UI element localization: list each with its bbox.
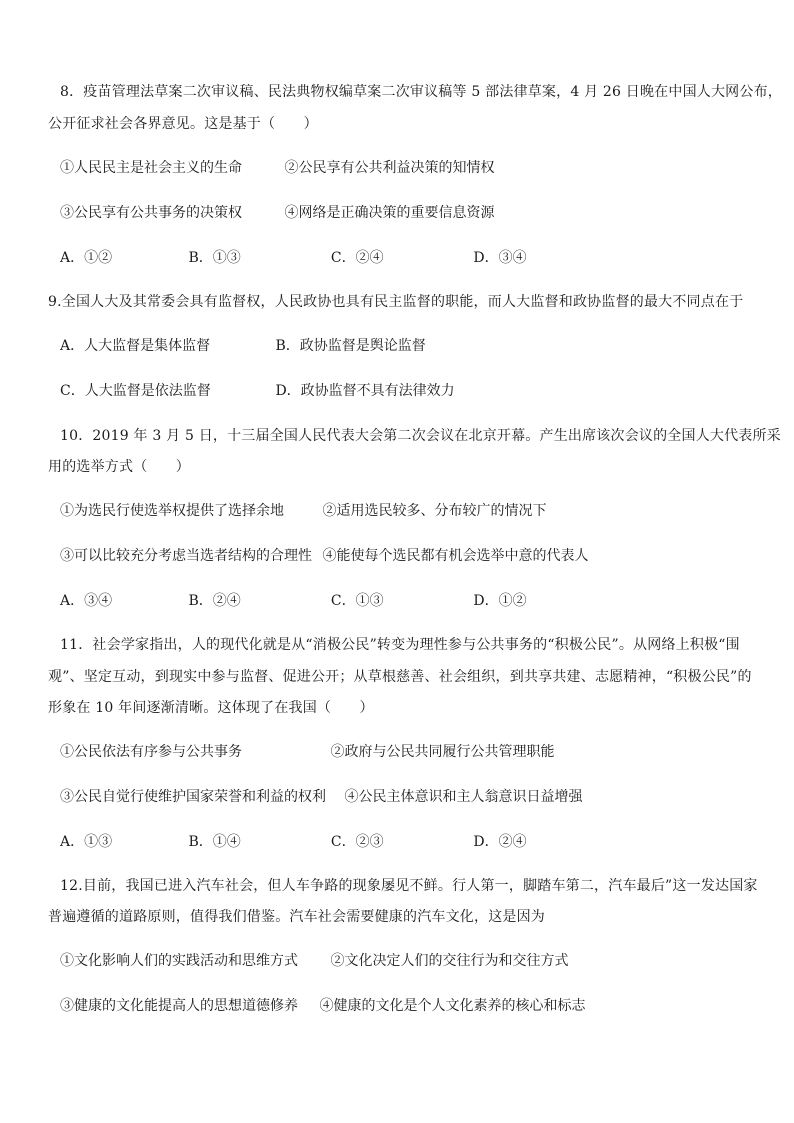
q11-stem-line-3: 形象在 10 年间逐渐清晰。这体现了在我国（ ） bbox=[48, 700, 374, 716]
q8-statement-4: ④网络是正确决策的重要信息资源 bbox=[284, 205, 495, 221]
q8-statements-row-1 bbox=[60, 158, 494, 178]
q11-stem-line-2: 观”、坚定互动，到现实中参与监督、促进公开；从草根慈善、社会组织，到共享共建、志愿精神，“积极公民”的 bbox=[48, 669, 752, 685]
q10-option-c[interactable]: C．①③ bbox=[330, 593, 384, 609]
q8-option-b[interactable]: B．①③ bbox=[188, 250, 241, 266]
q10-option-b[interactable]: B．②④ bbox=[188, 593, 241, 609]
q10-stem-line-1: 10．2019 年 3 月 5 日，十三届全国人民代表大会第二次会议在北京开幕。产生出席该次会议的全国人大代表所采 bbox=[60, 428, 781, 444]
q10-statement-1: ①为选民行使选举权提供了选择余地 bbox=[60, 503, 284, 519]
q11-option-c[interactable]: C．②③ bbox=[330, 834, 384, 850]
q11-statement-3: ③公民自觉行使维护国家荣誉和利益的权利 bbox=[60, 789, 326, 805]
q12-statements-row-1 bbox=[60, 951, 568, 971]
q9-options-row-1 bbox=[60, 336, 426, 356]
q8-statement-3: ③公民享有公共事务的决策权 bbox=[60, 205, 242, 221]
q12-stem-line-1: 12.目前，我国已进入汽车社会，但人车争路的现象屡见不鲜。行人第一，脚踏车第二，汽车最后”这一发达国家 bbox=[60, 878, 758, 894]
q10-statement-4: ④能使每个选民都有机会选举中意的代表人 bbox=[322, 548, 589, 564]
q9-option-b[interactable]: B．政协监督是舆论监督 bbox=[275, 338, 426, 354]
q8-stem-line-2: 公开征求社会各界意见。这是基于（ ） bbox=[48, 116, 318, 132]
q8-statement-2: ②公民享有公共利益决策的知情权 bbox=[284, 160, 495, 176]
q8-statements-row-2 bbox=[60, 203, 494, 223]
q12-statement-4: ④健康的文化是个人文化素养的核心和标志 bbox=[319, 998, 586, 1014]
q9-option-d[interactable]: D．政协监督不具有法律效力 bbox=[275, 383, 455, 399]
q8-option-d[interactable]: D．③④ bbox=[473, 250, 527, 266]
q10-statements-row-1 bbox=[60, 501, 546, 521]
q8-option-a[interactable]: A．①② bbox=[60, 250, 113, 266]
q8-stem-line-1: 8．疫苗管理法草案二次审议稿、民法典物权编草案二次审议稿等 5 部法律草案，4 月 26 日晚在中国人大网公布， bbox=[60, 84, 782, 100]
q10-statement-3: ③可以比较充分考虑当选者结构的合理性 bbox=[60, 548, 312, 564]
q10-option-a[interactable]: A．③④ bbox=[60, 593, 113, 609]
q10-option-d[interactable]: D．①② bbox=[473, 593, 527, 609]
q12-stem-line-2: 普遍遵循的道路原则，值得我们借鉴。汽车社会需要健康的汽车文化，这是因为 bbox=[48, 909, 545, 925]
q11-option-b[interactable]: B．①④ bbox=[188, 834, 241, 850]
q8-option-c[interactable]: C．②④ bbox=[330, 250, 384, 266]
q11-statement-2: ②政府与公民共同履行公共管理职能 bbox=[330, 744, 555, 760]
q11-options bbox=[60, 832, 527, 852]
q12-statements-row-2 bbox=[60, 996, 585, 1016]
q10-statement-2: ②适用选民较多、分布较广的情况下 bbox=[322, 503, 547, 519]
q11-statements-row-1 bbox=[60, 742, 554, 762]
q10-options bbox=[60, 591, 527, 611]
q11-option-d[interactable]: D．②④ bbox=[473, 834, 527, 850]
q12-statement-2: ②文化决定人们的交往行为和交往方式 bbox=[330, 953, 569, 969]
q8-options bbox=[60, 248, 527, 268]
q10-statements-row-2 bbox=[60, 546, 588, 566]
q11-statements-row-2 bbox=[60, 787, 582, 807]
q9-option-a[interactable]: A．人大监督是集体监督 bbox=[60, 338, 211, 354]
q9-options-row-2 bbox=[60, 381, 455, 401]
q12-statement-3: ③健康的文化能提高人的思想道德修养 bbox=[60, 998, 298, 1014]
q11-option-a[interactable]: A．①③ bbox=[60, 834, 113, 850]
q11-statement-4: ④公民主体意识和主人翁意识日益增强 bbox=[344, 789, 583, 805]
q9-option-c[interactable]: C．人大监督是依法监督 bbox=[60, 383, 211, 399]
q12-statement-1: ①文化影响人们的实践活动和思维方式 bbox=[60, 953, 298, 969]
q10-stem-line-2: 用的选举方式（ ） bbox=[48, 459, 190, 475]
q8-statement-1: ①人民民主是社会主义的生命 bbox=[60, 160, 242, 176]
q11-stem-line-1: 11．社会学家指出，人的现代化就是从“消极公民”转变为理性参与公共事务的“积极公民”。从网络上积极“围 bbox=[60, 637, 740, 653]
q11-statement-1: ①公民依法有序参与公共事务 bbox=[60, 744, 242, 760]
q9-stem-line-1: 9.全国人大及其常委会具有监督权，人民政协也具有民主监督的职能，而人大监督和政协监督的最大不同点在于 bbox=[48, 294, 744, 310]
